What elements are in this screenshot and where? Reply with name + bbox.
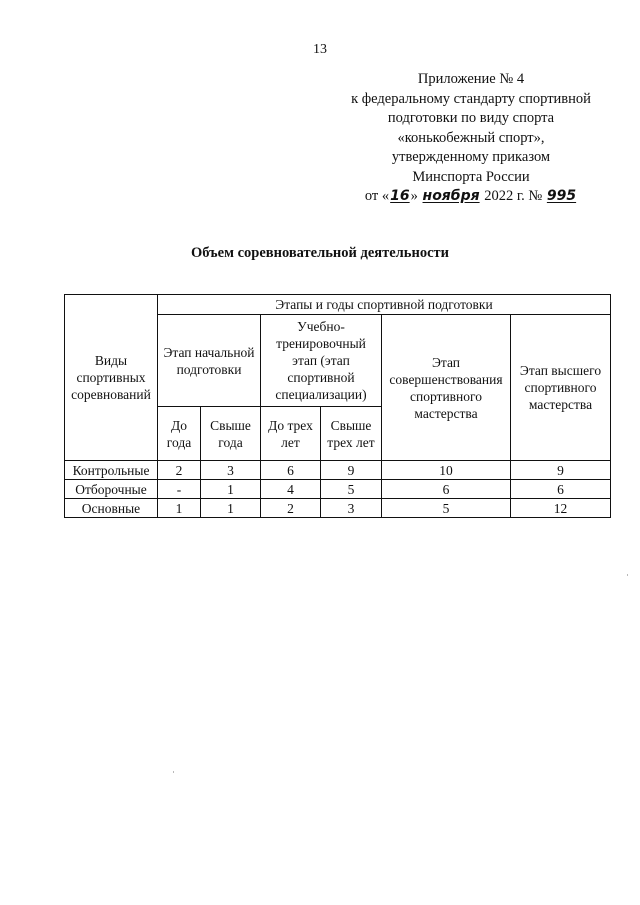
row-label: Отборочные [65,480,158,499]
table-cell: 6 [382,480,511,499]
table-cell: 3 [201,461,261,480]
row-label: Контрольные [65,461,158,480]
table-row [65,499,611,518]
header-higher-stage: Этап высшего спортивного мастерства [511,315,611,461]
header-up-to-three: До трех лет [261,407,321,461]
order-day: 16 [390,188,410,204]
appendix-line: Минспорта России [412,168,530,185]
document-title: Объем соревновательной деятельности [191,245,449,261]
table-cell: - [158,480,201,499]
table-cell: 1 [201,499,261,518]
header-stages: Этапы и годы спортивной подготовки [158,295,611,315]
header-kinds: Виды спортивных соревнований [65,295,158,461]
table-cell: 4 [261,480,321,499]
order-month: ноября [422,188,480,204]
order-date-line [330,187,612,207]
appendix-line: подготовки по виду спорта [387,110,555,126]
order-prefix: от « [364,188,390,204]
appendix-block [330,70,612,207]
scan-speck [627,574,628,576]
table-cell: 12 [511,499,611,518]
table-row [65,480,611,499]
order-number: 995 [546,188,577,204]
scan-speck [173,771,174,773]
table-cell: 6 [261,461,321,480]
table-cell: 1 [158,499,201,518]
appendix-line: к федеральному стандарту спортивной [351,90,591,107]
page-number: 13 [313,42,327,57]
header-improvement-stage: Этап совершенствования спортивного мастерства [382,315,511,461]
table-cell: 10 [382,461,511,480]
table-cell: 2 [158,461,201,480]
table-cell: 9 [321,461,382,480]
competition-table [64,294,611,518]
header-up-to-year: До года [158,407,201,461]
order-year: 2022 г. № [480,188,546,204]
table-cell: 5 [321,480,382,499]
appendix-title: Приложение № 4 [417,71,525,87]
header-over-three: Свыше трех лет [321,407,382,461]
table-cell: 2 [261,499,321,518]
table-cell: 3 [321,499,382,518]
table-cell: 6 [511,480,611,499]
appendix-line: «конькобежный спорт», [397,129,545,146]
appendix-line: утвержденному приказом [391,149,551,165]
order-mid: » [410,188,422,204]
header-training-stage: Учебно-тренировочный этап (этап спортивной специализации) [261,315,382,407]
header-initial-stage: Этап начальной подготовки [158,315,261,407]
table-cell: 5 [382,499,511,518]
table-row [65,461,611,480]
header-over-year: Свыше года [201,407,261,461]
table-cell: 9 [511,461,611,480]
row-label: Основные [65,499,158,518]
table-cell: 1 [201,480,261,499]
